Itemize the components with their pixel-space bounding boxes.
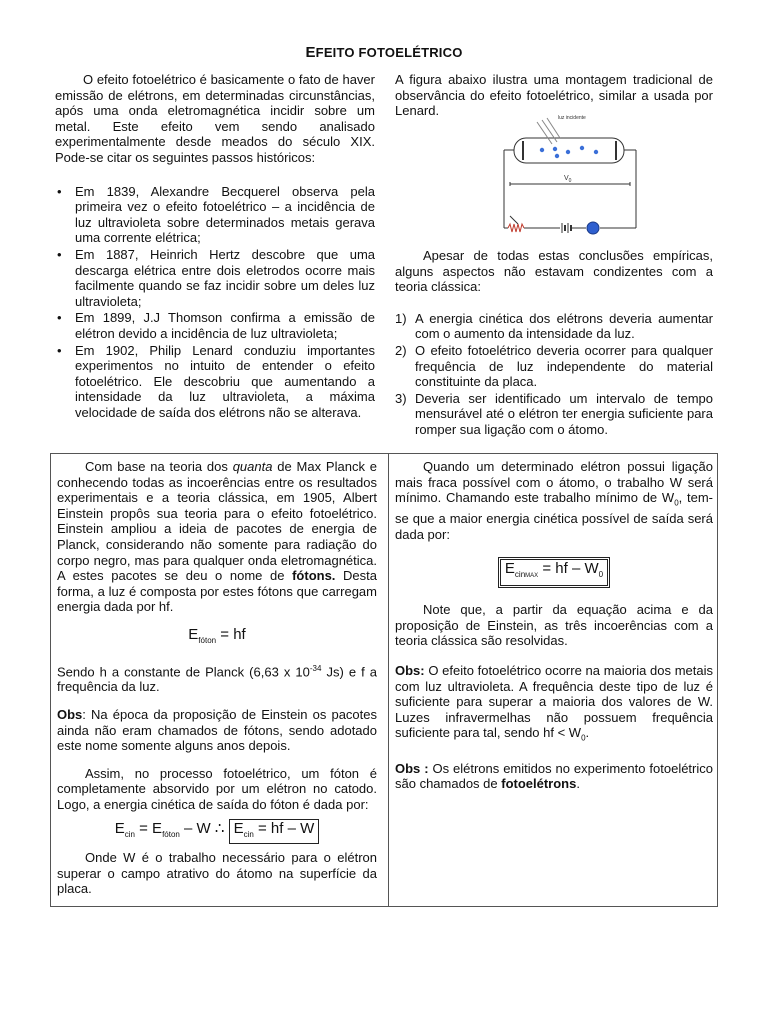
page-title [0,44,768,61]
title-initial: E [305,44,316,61]
classical-column [395,248,713,439]
einstein-left-column [57,459,377,897]
item-text: Deveria ser identificado um intervalo de tempo mensurável até o elétron ter energia suficiente para romper sua ligação com o átomo. [415,390,713,437]
ammeter [587,222,599,234]
item-number: 2) [395,342,407,358]
inconsistency-item [395,391,713,438]
item-text: A energia cinética dos elétrons deveria aumentar com o aumento da intensidade da luz. [415,310,713,342]
variable-resistor [508,224,524,232]
planck-constant-note: Sendo h a constante de Planck (6,63 x $10^{-34}$ Js) e f a frequência da luz. [57,663,377,695]
title-rest: FEITO FOTOELÉTRICO [315,45,463,60]
absorption-paragraph: Assim, no processo fotoelétrico, um fóton é completamente absorvido por um elétron no catodo. Logo, a energia cinética de saída do fóton é dada por: [57,765,377,813]
history-item: • Em 1887, Heinrich Hertz descobre que uma descarga elétrica entre dois eletrodos ocorre mais facilmente quando se faz incidir sobre um deles luz ultravioleta; [55,247,375,309]
intro-column [55,72,375,421]
einstein-paragraph: Com base na teoria dos quanta de Max Planck e conhecendo todas as incoerências entre os resultados experimentais e a teoria clássica, em 1905, Albert Einstein propôs sua teoria para o efeito fotoelétrico. Einstein ampliou a ideia de pacotes de energia de Planck, considerando não somente para radiação do corpo negro, mas para qualquer onda eletromagnética. A estes pacotes se deu o nome de fótons. Desta forma, a luz é composta por estes fótons que carregam energia dada por hf. [57,459,378,615]
inconsistency-item [395,311,713,342]
inconsistency-list [395,311,713,438]
battery [562,223,571,233]
history-list [55,184,375,421]
obs-photon-name: Obs: Na época da proposição de Einstein os pacotes ainda não eram chamados de fótons, sendo adotado este nome somente alguns anos depois. [57,707,377,754]
classical-intro: Apesar de todas estas conclusões empíricas, alguns aspectos não estavam condizentes com a teoria clássica: [395,248,713,295]
intro-paragraph: O efeito fotoelétrico é basicamente o fato de haver emissão de elétrons, em determinadas circunstâncias, após uma onda eletromagnética incidir sobre um metal. Este efeito vem sendo analisado experimentalmente desde meados do século XIX. Pode-se citar os seguintes passos históricos: [55,72,375,165]
item-text: O efeito fotoelétrico deveria ocorrer para qualquer frequência de luz independente do material constituinte da placa. [415,342,713,390]
max-kinetic-equation [395,557,713,589]
resolution-paragraph: Note que, a partir da equação acima e da proposição de Einstein, as três incoerências com a teoria clássica são resolvidas. [395,602,713,649]
min-work-paragraph: Quando um determinado elétron possui ligação mais fraca possível com o átomo, o trabalho W será mínimo. Chamando este trabalho mínimo de $W_0$, tem-se que a maior energia cinética possível de saída será dada por: [395,459,713,542]
box-divider [388,453,389,907]
work-function-note: Onde W é o trabalho necessário para o elétron superar o campo atrativo do átomo na superfície da placa. [57,850,377,897]
light-label: luz incidente [558,115,586,121]
max-equation-frame: $E_{cinMAX}$ = hf – $W_0$ [498,557,610,589]
history-item: • Em 1839, Alexandre Becquerel observa pela primeira vez o efeito fotoelétrico – a incidência de luz ultravioleta sobre determinados metais gerava uma corrente elétrica; [55,184,375,246]
obs-photoelectrons: Obs : Os elétrons emitidos no experimento fotoelétrico são chamados de fotoelétrons. [395,760,713,792]
item-number: 1) [395,310,407,326]
history-item: • Em 1899, J.J Thomson confirma a emissão de elétron devido a incidência de luz ultravioleta; [55,310,375,341]
lenard-apparatus-figure [500,112,642,240]
obs-ultraviolet: Obs: O efeito fotoelétrico ocorre na maioria dos metais com luz ultravioleta. A frequência deste tipo de luz é suficiente para superar a maioria dos valores de W. Luzes infravermelhas não possuem frequência suficiente para tal, sendo hf < $W_0$. [395,662,713,743]
boxed-result: $E_{cin}$ = hf – W [229,819,320,845]
inconsistency-item [395,343,713,390]
photon-energy-equation: $E_{fóton}$ = hf [188,625,246,645]
einstein-right-column [395,459,713,792]
figure-caption: A figura abaixo ilustra uma montagem tradicional de observância do efeito fotoelétrico, similar a usada por Lenard. [395,72,713,119]
rheostat-arrow [510,216,518,224]
voltage-label: $V_0$ [564,175,572,184]
item-number: 3) [395,390,407,406]
kinetic-energy-equation: $E_{cin} = E_{fóton} - W$ ∴ $E_{cin}$ = hf – W [57,819,377,845]
history-item: • Em 1902, Philip Lenard conduziu importantes experimentos no intuito de entender o efeito fotoelétrico. Ele descobriu que aumentando a intensidade da luz ultravioleta, a máxima velocidade de saída dos elétrons não se alterava. [55,343,375,421]
